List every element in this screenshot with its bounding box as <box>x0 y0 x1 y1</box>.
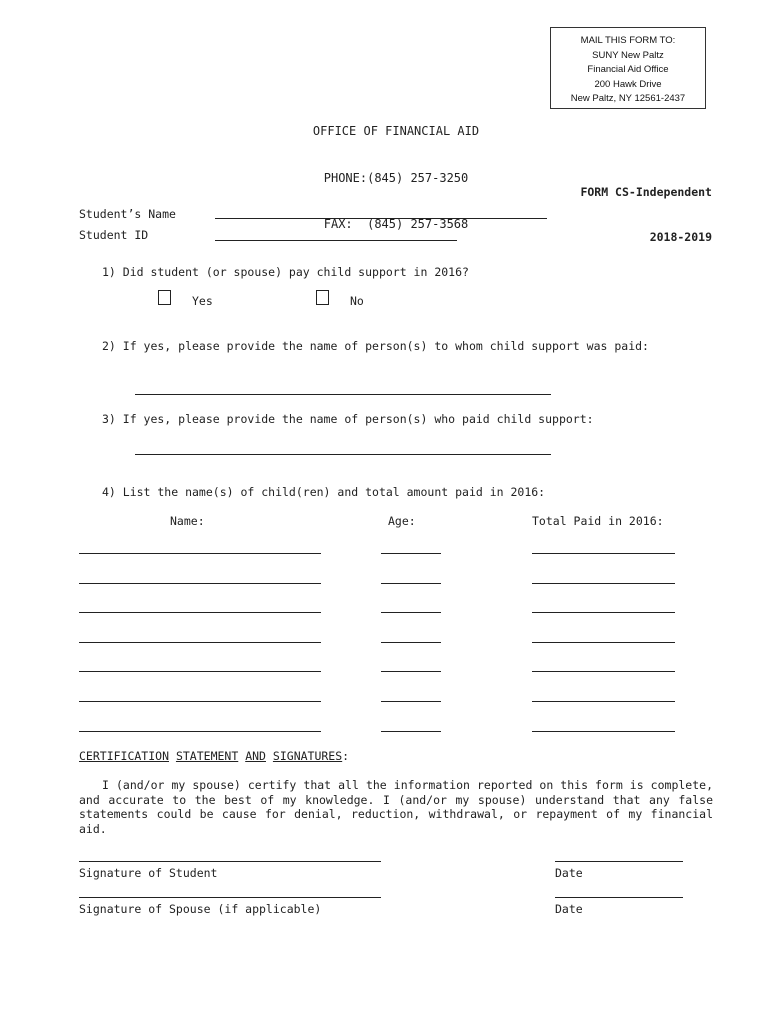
student-date-field[interactable] <box>555 861 683 862</box>
student-id-label: Student ID <box>79 228 149 242</box>
student-name-label: Student’s Name <box>79 207 176 221</box>
mail-institution: SUNY New Paltz <box>592 49 664 61</box>
child-amount-field[interactable] <box>532 612 675 613</box>
spouse-date-label: Date <box>555 902 583 916</box>
age-column-header: Age: <box>388 514 416 528</box>
mail-city: New Paltz, NY 12561-2437 <box>570 93 686 104</box>
child-amount-field[interactable] <box>532 553 675 554</box>
mail-heading: MAIL THIS FORM TO: <box>580 35 676 46</box>
form-identifier <box>580 155 712 260</box>
spouse-signature-field[interactable] <box>79 897 381 898</box>
child-age-field[interactable] <box>381 701 441 702</box>
student-signature-field[interactable] <box>79 861 381 862</box>
child-age-field[interactable] <box>381 612 441 613</box>
child-amount-field[interactable] <box>532 642 675 643</box>
no-checkbox[interactable] <box>316 290 329 305</box>
form-name: FORM CS-Independent <box>580 185 712 199</box>
office-fax: FAX: (845) 257-3568 <box>323 217 469 231</box>
question-3: 3) If yes, please provide the name of person(s) who paid child support: <box>102 412 594 426</box>
mail-street: 200 Hawk Drive <box>594 78 662 90</box>
child-amount-field[interactable] <box>532 583 675 584</box>
child-name-field[interactable] <box>79 612 321 613</box>
child-name-field[interactable] <box>79 731 321 732</box>
child-name-field[interactable] <box>79 701 321 702</box>
spouse-date-field[interactable] <box>555 897 683 898</box>
yes-label: Yes <box>192 294 213 308</box>
office-header <box>260 93 532 248</box>
student-date-label: Date <box>555 866 583 880</box>
question-2: 2) If yes, please provide the name of person(s) to whom child support was paid: <box>102 339 649 353</box>
paid-to-field[interactable] <box>135 394 551 395</box>
certification-heading-word: SIGNATURES <box>272 749 343 763</box>
certification-statement: I (and/or my spouse) certify that all the information reported on this form is complete, and accurate to the best of my knowledge. I (and/or my spouse) understand that any false statements could be cause for denial, reduction, withdrawal, or repayment of my financial aid. <box>79 778 713 836</box>
name-column-header: Name: <box>170 514 205 528</box>
child-age-field[interactable] <box>381 583 441 584</box>
child-age-field[interactable] <box>381 671 441 672</box>
student-signature-label: Signature of Student <box>79 866 218 880</box>
form-year: 2018-2019 <box>649 230 712 244</box>
child-age-field[interactable] <box>381 553 441 554</box>
question-4: 4) List the name(s) of child(ren) and total amount paid in 2016: <box>102 485 546 499</box>
child-age-field[interactable] <box>381 642 441 643</box>
child-name-field[interactable] <box>79 642 321 643</box>
spouse-signature-label: Signature of Spouse (if applicable) <box>79 902 322 916</box>
certification-heading <box>79 749 349 763</box>
certification-heading-word: AND <box>245 749 266 763</box>
child-amount-field[interactable] <box>532 671 675 672</box>
total-paid-column-header: Total Paid in 2016: <box>532 514 664 528</box>
office-title: OFFICE OF FINANCIAL AID <box>312 124 480 138</box>
certification-heading-word: STATEMENT <box>175 749 239 763</box>
child-amount-field[interactable] <box>532 731 675 732</box>
certification-heading-colon: : <box>342 749 350 763</box>
child-name-field[interactable] <box>79 553 321 554</box>
mail-office: Financial Aid Office <box>587 64 669 75</box>
mailing-address-box <box>550 27 706 109</box>
paid-by-field[interactable] <box>135 454 551 455</box>
office-phone: PHONE:(845) 257-3250 <box>323 170 469 185</box>
yes-checkbox[interactable] <box>158 290 171 305</box>
child-age-field[interactable] <box>381 731 441 732</box>
question-1: 1) Did student (or spouse) pay child support in 2016? <box>102 265 469 279</box>
no-label: No <box>350 294 364 308</box>
student-id-field[interactable] <box>215 240 457 241</box>
child-name-field[interactable] <box>79 583 321 584</box>
student-name-field[interactable] <box>215 218 547 219</box>
child-amount-field[interactable] <box>532 701 675 702</box>
certification-heading-word: CERTIFICATION <box>79 749 170 763</box>
child-name-field[interactable] <box>79 671 321 672</box>
